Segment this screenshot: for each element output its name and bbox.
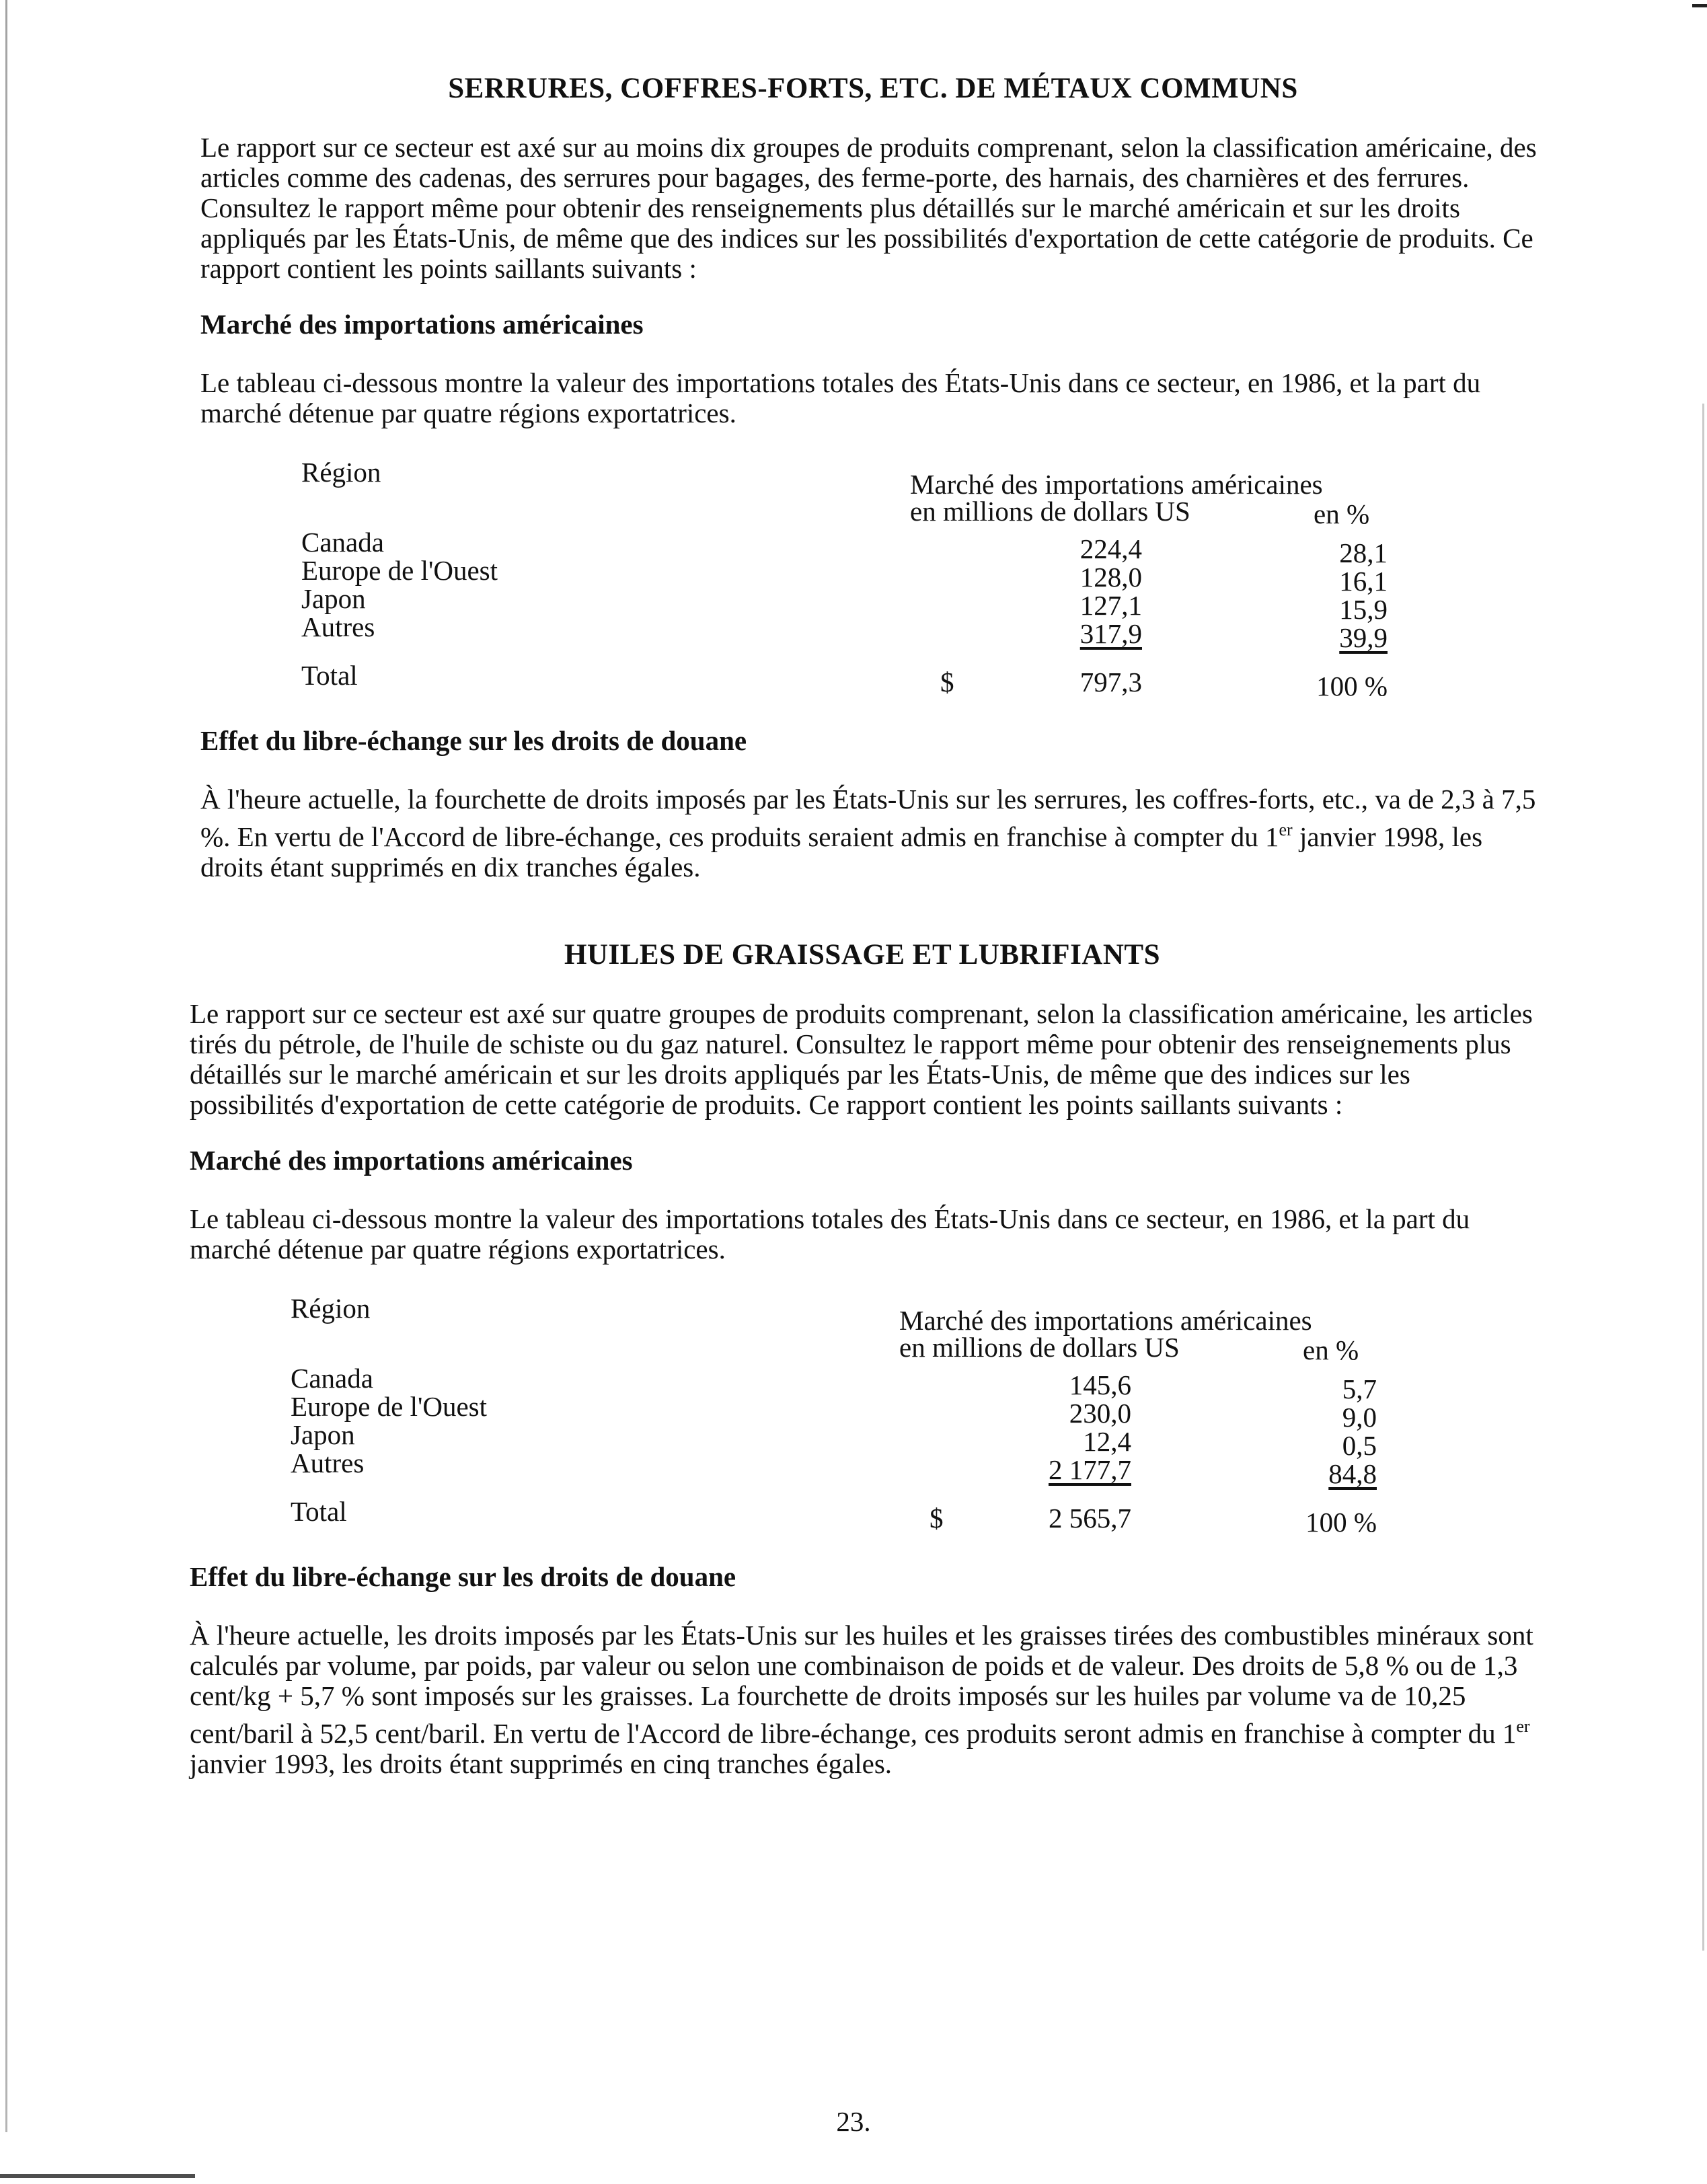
tariff-paragraph xyxy=(200,784,1546,882)
tariff-heading: Effet du libre-échange sur les droits de douane xyxy=(190,1561,736,1593)
scan-edge xyxy=(5,0,7,2132)
tariff-text: À l'heure actuelle, les droits imposés par les États-Unis sur les huiles et les graisses tirées des combustibles minéraux sont calculés par volume, par poids, par valeur ou selon une combinaison de poids et de valeur. Des droits de 5,8 % ou de 1,3 cent/kg + 5,7 % sont imposés sur les graisses. La fourchette de droits imposés sur les huiles par volume va de 10,25 cent/baril à 52,5 cent/baril. En vertu de l'Accord de libre-échange, ces produits seront admis en franchise à compter du 1 xyxy=(190,1620,1533,1749)
table-row-region: Europe de l'Ouest xyxy=(291,1391,488,1423)
tariff-heading: Effet du libre-échange sur les droits de douane xyxy=(200,725,747,757)
scan-edge xyxy=(1702,404,1704,1951)
table-row-percent: 9,0 xyxy=(1342,1402,1377,1433)
table-total-value: 2 565,7 xyxy=(1049,1503,1131,1534)
table-row-value: 145,6 xyxy=(1069,1369,1131,1401)
section-lubricants xyxy=(190,939,1535,1779)
section-locks-safes xyxy=(200,73,1546,882)
table-row-value: 317,9 xyxy=(1079,618,1142,650)
scan-mark xyxy=(1692,4,1707,7)
table-row-percent: 5,7 xyxy=(1342,1373,1377,1405)
table-total-value: 797,3 xyxy=(1079,667,1142,698)
table-row-region: Autres xyxy=(291,1447,365,1479)
column-header-percent: en % xyxy=(1303,1334,1359,1366)
table-row-value: 12,4 xyxy=(1083,1426,1131,1458)
section-title: HUILES DE GRAISSAGE ET LUBRIFIANTS xyxy=(564,939,1161,971)
table-row-value: 127,1 xyxy=(1079,590,1142,622)
imports-table xyxy=(190,1294,1535,1536)
table-row-region: Europe de l'Ouest xyxy=(301,555,498,587)
ordinal-superscript: er xyxy=(1279,820,1293,840)
table-row-region: Autres xyxy=(301,611,375,643)
tariff-text-end: janvier 1993, les droits étant supprimés en cinq tranches égales. xyxy=(190,1748,893,1780)
column-header-market: Marché des importations américaines xyxy=(899,1305,1312,1336)
table-row-value: 128,0 xyxy=(1079,562,1142,593)
table-row-region: Japon xyxy=(291,1419,355,1451)
intro-paragraph: Le rapport sur ce secteur est axé sur au moins dix groupes de produits comprenant, selon la classification américaine, des articles comme des cadenas, des serrures pour bagages, des ferme-porte, des harnais, des charnières et des ferrures. Consultez le rapport même pour obtenir des renseignements plus détaillés sur le marché américain et sur les droits appliqués par les États-Unis, de même que des indices sur les possibilités d'exportation de cette catégorie de produits. Ce rapport contient les points saillants suivants : xyxy=(200,132,1537,285)
table-total-percent: 100 % xyxy=(1305,1507,1377,1538)
table-row-region: Canada xyxy=(301,527,384,558)
table-row-percent: 39,9 xyxy=(1339,622,1388,654)
ordinal-superscript: er xyxy=(1516,1717,1530,1737)
table-row-region: Japon xyxy=(301,583,366,615)
table-row-percent: 28,1 xyxy=(1339,537,1388,569)
column-header-millions: en millions de dollars US xyxy=(899,1332,1180,1363)
table-total-label: Total xyxy=(301,660,358,691)
table-total-label: Total xyxy=(291,1496,347,1528)
column-header-region: Région xyxy=(301,457,381,488)
table-row-value: 224,4 xyxy=(1079,533,1142,565)
table-row-percent: 0,5 xyxy=(1342,1430,1377,1462)
table-row-percent: 84,8 xyxy=(1328,1458,1377,1490)
tariff-text: À l'heure actuelle, la fourchette de droits imposés par les États-Unis sur les serrures, les coffres-forts, etc., va de 2,3 à 7,5 %. En vertu de l'Accord de libre-échange, ces produits seraient admis en franchise à compter du 1 xyxy=(200,784,1536,853)
column-header-region: Région xyxy=(291,1293,371,1324)
table-row-region: Canada xyxy=(291,1363,373,1394)
table-row-value: 2 177,7 xyxy=(1049,1454,1131,1486)
imports-table xyxy=(200,458,1546,700)
tariff-text-end: janvier 1998, les droits étant supprimés en dix tranches égales. xyxy=(200,821,1483,883)
market-heading: Marché des importations américaines xyxy=(200,309,644,340)
table-total-currency: $ xyxy=(930,1503,944,1534)
table-row-percent: 15,9 xyxy=(1339,594,1388,626)
intro-paragraph: Le rapport sur ce secteur est axé sur quatre groupes de produits comprenant, selon la classification américaine, les articles tirés du pétrole, de l'huile de schiste ou du gaz naturel. Consultez le rapport même pour obtenir des renseignements plus détaillés sur le marché américain et sur les droits appliqués par les États-Unis, de même que des indices sur les possibilités d'exportation de cette catégorie de produits. Ce rapport contient les points saillants suivants : xyxy=(190,998,1533,1121)
scan-edge xyxy=(0,2174,195,2178)
tariff-paragraph xyxy=(190,1620,1535,1779)
table-row-percent: 16,1 xyxy=(1339,566,1388,597)
market-paragraph: Le tableau ci-dessous montre la valeur des importations totales des États-Unis dans ce secteur, en 1986, et la part du marché détenue par quatre régions exportatrices. xyxy=(200,367,1481,429)
section-title: SERRURES, COFFRES-FORTS, ETC. DE MÉTAUX COMMUNS xyxy=(448,73,1298,104)
page-number: 23. xyxy=(836,2106,871,2137)
column-header-percent: en % xyxy=(1314,498,1370,530)
column-header-millions: en millions de dollars US xyxy=(910,496,1190,527)
column-header-market: Marché des importations américaines xyxy=(910,469,1323,500)
table-row-value: 230,0 xyxy=(1069,1398,1131,1429)
market-paragraph: Le tableau ci-dessous montre la valeur des importations totales des États-Unis dans ce secteur, en 1986, et la part du marché détenue par quatre régions exportatrices. xyxy=(190,1203,1470,1265)
market-heading: Marché des importations américaines xyxy=(190,1145,633,1176)
table-total-currency: $ xyxy=(940,667,954,698)
table-total-percent: 100 % xyxy=(1316,671,1388,702)
